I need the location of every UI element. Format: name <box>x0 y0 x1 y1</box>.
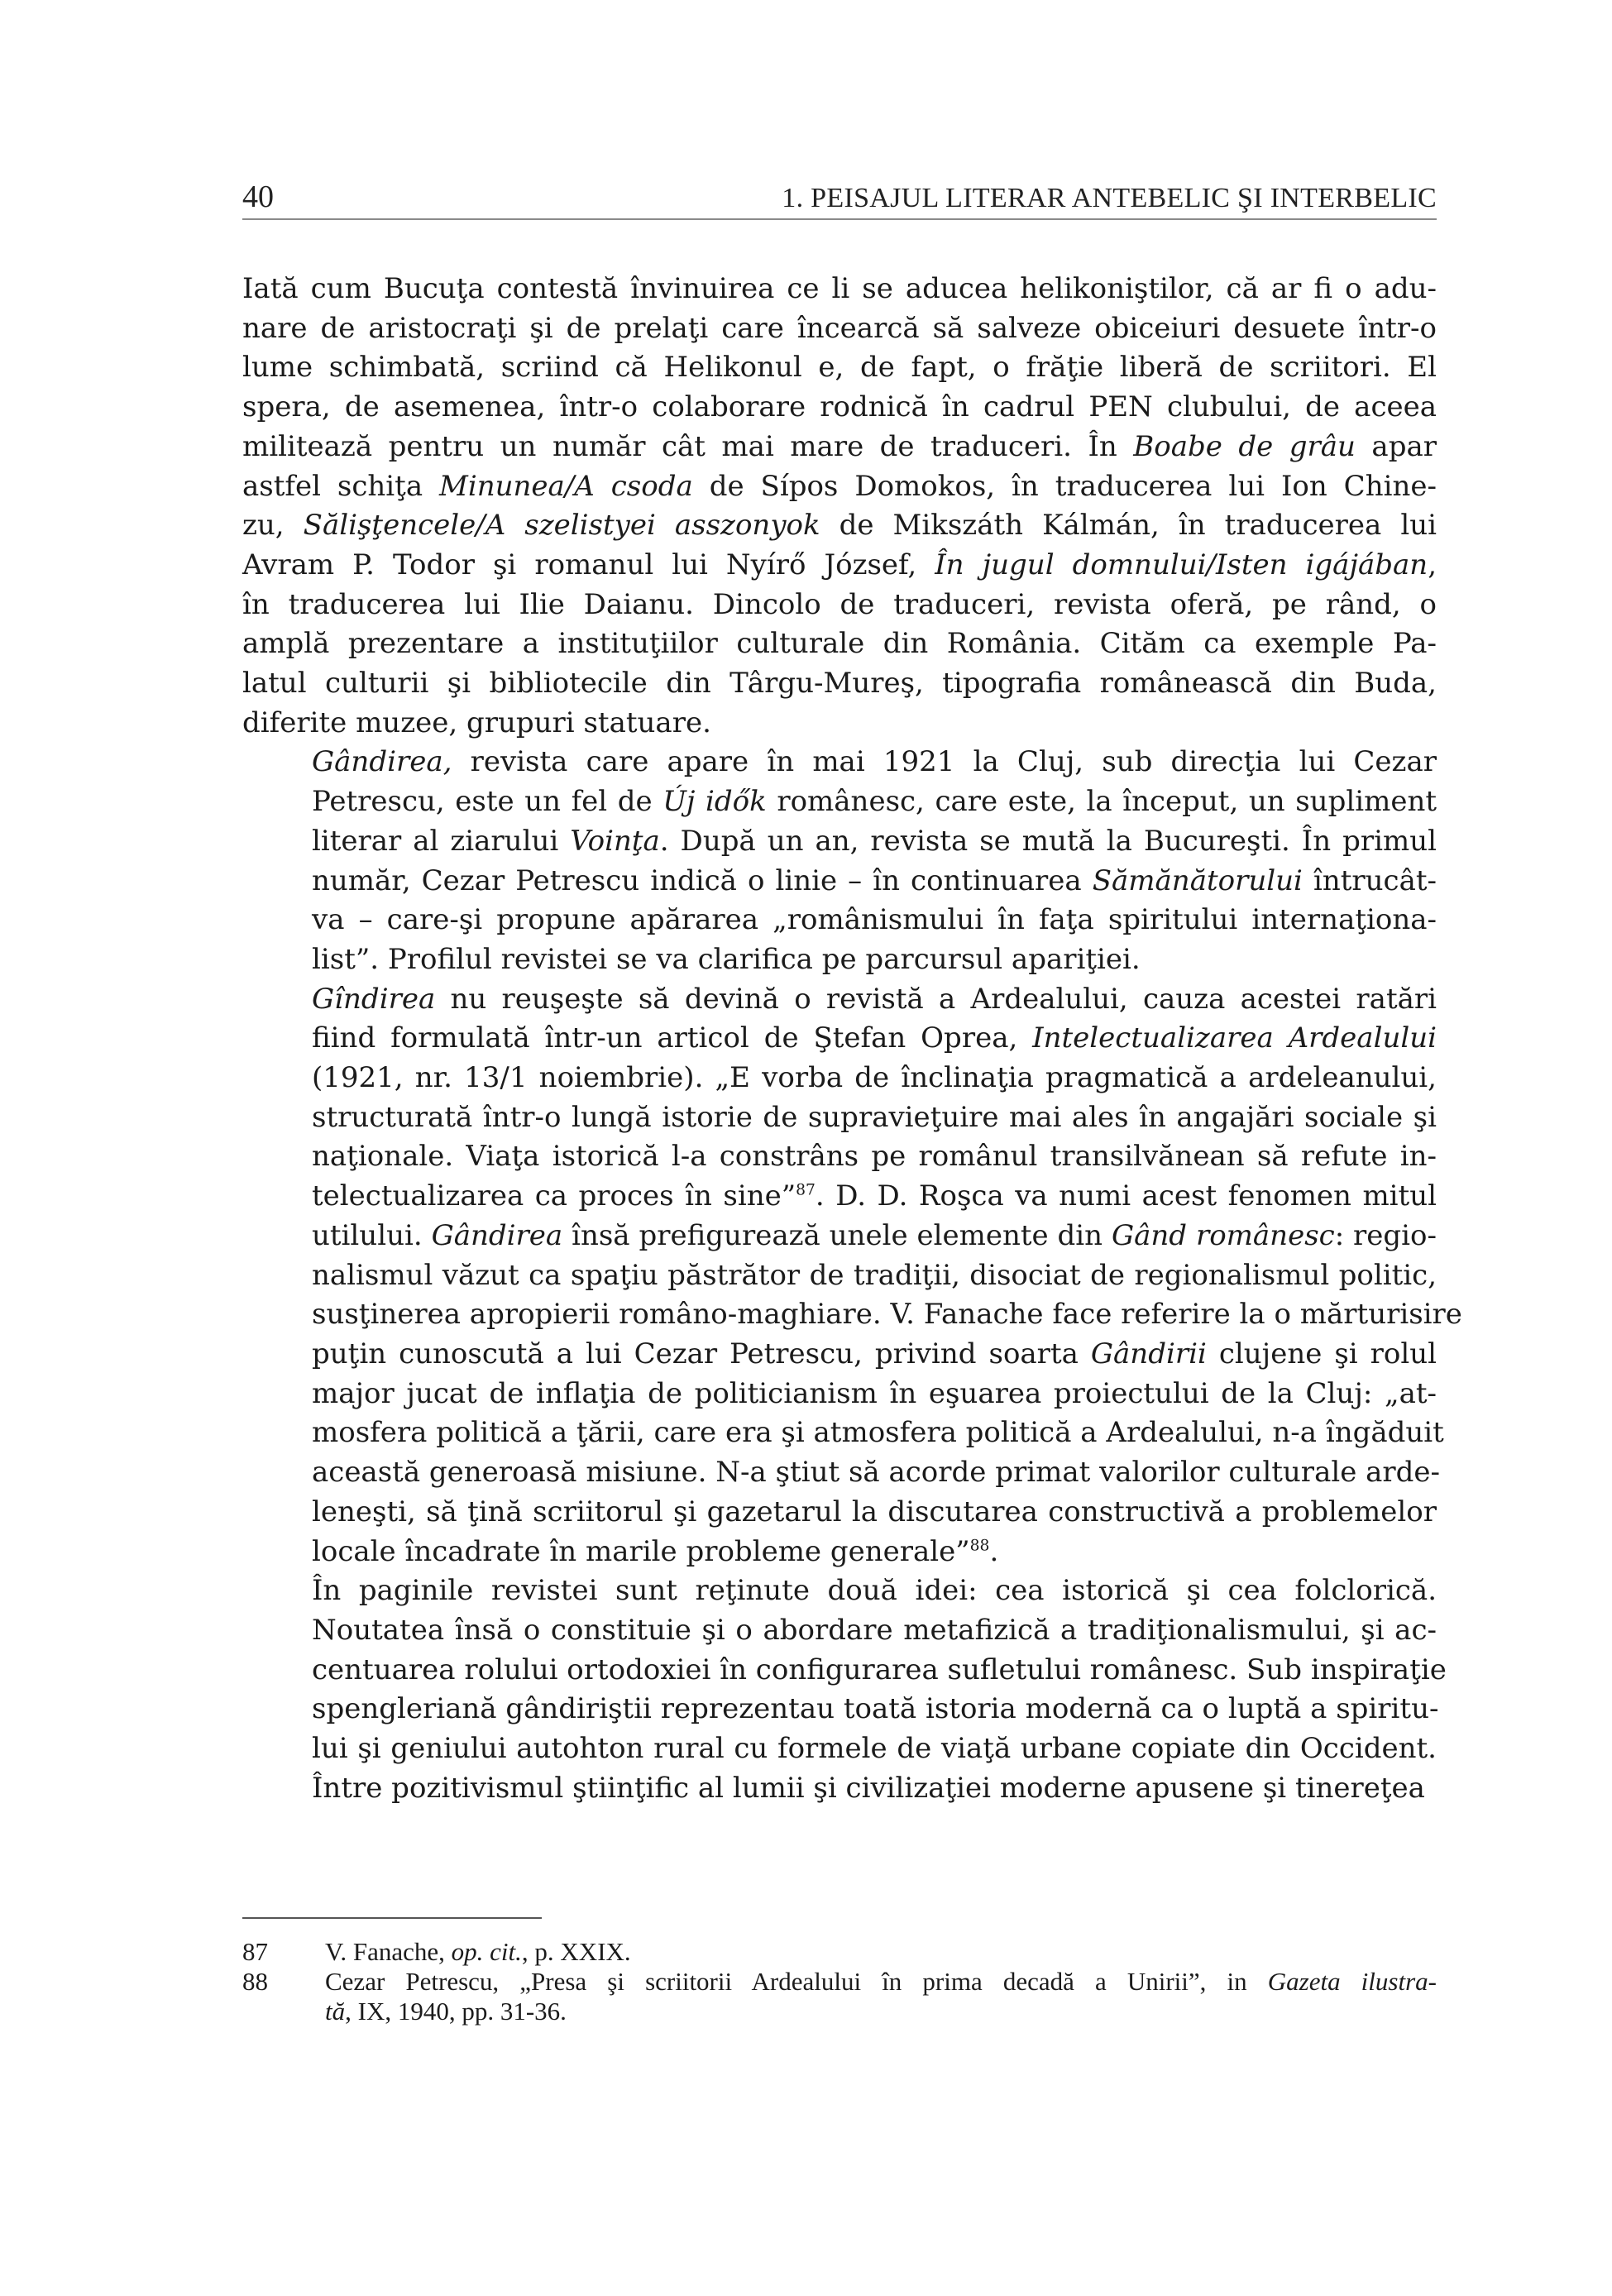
italic-title: op. cit. <box>451 1937 522 1966</box>
text-run: întrucât- <box>1302 863 1437 897</box>
text-run: literar al ziarului <box>312 824 571 858</box>
text-line <box>242 546 1437 586</box>
italic-title: tă <box>325 1997 346 2026</box>
text-run: centuarea rolului ortodoxiei în configurarea sufletului românesc. Sub inspiraţie <box>312 1653 1447 1686</box>
footnotes <box>242 1937 1437 2026</box>
text-line <box>242 467 1437 507</box>
italic-title: Gândirea <box>431 1218 563 1252</box>
text-run: naţionale. Viaţa istorică l-a constrâns pe românul transilvănean să refute in- <box>312 1140 1437 1174</box>
text-run: va – care-şi propune apărarea „românismului în faţa spiritului internaţiona- <box>312 903 1437 937</box>
text-line <box>242 348 1437 388</box>
text-run: militează pentru un număr cât mai mare de traduceri. În <box>242 429 1134 463</box>
text-line <box>242 704 1437 744</box>
text-line <box>242 1690 1437 1729</box>
text-run: , p. XXIX. <box>521 1937 631 1966</box>
text-line <box>242 1098 1437 1138</box>
italic-title: Gândirea, <box>312 745 452 779</box>
text-line <box>242 664 1437 704</box>
text-run: spera, de asemenea, într-o colaborare rodnică în cadrul PEN clubului, de aceea <box>242 390 1437 424</box>
text-line <box>242 782 1437 822</box>
text-line <box>242 822 1437 862</box>
footnote-line <box>325 1967 1437 1997</box>
text-line <box>242 1256 1437 1296</box>
footnote-divider <box>242 1917 542 1919</box>
footnote <box>242 1967 1437 2026</box>
page-number: 40 <box>242 179 274 214</box>
text-line <box>242 1533 1437 1572</box>
text-line <box>242 1295 1462 1335</box>
text-line <box>242 309 1437 349</box>
text-run: telectualizarea ca proces în sine” <box>312 1179 796 1213</box>
text-run: de Sípos Domokos, în traducerea lui Ion Chine- <box>692 469 1437 503</box>
text-run: . <box>989 1534 999 1568</box>
text-run: lume schimbată, scriind că Helikonul e, de fapt, o frăţie liberă de scriitori. El <box>242 351 1437 385</box>
text-run: spengleriană gândiriştii reprezentau toată istoria modernă ca o luptă a spiritu- <box>312 1692 1439 1726</box>
text-line <box>242 1217 1437 1256</box>
text-run: nalismul văzut ca spaţiu păstrător de tradiţii, disociat de regionalismul politic, <box>312 1258 1437 1292</box>
text-run: . D. D. Roşca va numi acest fenomen mitul <box>815 1179 1437 1213</box>
text-run: zu, <box>242 509 304 543</box>
body-text <box>242 270 1462 1808</box>
italic-title: Boabe de grâu <box>1133 429 1356 463</box>
text-line <box>242 743 1437 782</box>
text-line <box>242 980 1437 1020</box>
text-run: list”. Profilul revistei se va clarifica pe parcursul apariţiei. <box>312 942 1141 976</box>
text-run: Între pozitivismul ştiinţific al lumii şi civilizaţiei moderne apusene şi tinereţea <box>312 1771 1425 1805</box>
paragraph <box>242 743 1437 979</box>
italic-title: Gazeta ilustra- <box>1267 1967 1437 1996</box>
text-run: de Mikszáth Kálmán, în traducerea lui <box>820 509 1437 543</box>
text-line <box>242 624 1437 664</box>
paragraph <box>242 980 1462 1572</box>
text-run: mosfera politică a ţării, care era şi atmosfera politică a Ardealului, n-a îngăduit <box>312 1416 1444 1450</box>
text-run: clujene şi rolul <box>1206 1337 1437 1370</box>
footnote-line <box>325 1997 1437 2026</box>
text-run: diferite muzee, grupuri statuare. <box>242 706 711 739</box>
text-line <box>242 862 1437 902</box>
italic-title: În jugul domnului/Isten igájában <box>935 548 1428 581</box>
text-run: Iată cum Bucuţa contestă învinuirea ce li se aducea helikoniştilor, că ar fi o adu- <box>242 272 1437 305</box>
text-line <box>242 940 1437 980</box>
text-run: : regio- <box>1334 1218 1437 1252</box>
text-line <box>242 1177 1437 1217</box>
italic-title: Gând românesc <box>1111 1218 1335 1252</box>
italic-title: Új idők <box>662 785 767 819</box>
text-line <box>242 1571 1437 1611</box>
text-run: lui şi geniului autohton rural cu formele de viaţă urbane copiate din Occident. <box>312 1732 1437 1766</box>
text-line <box>242 1729 1437 1769</box>
text-run: apar <box>1355 429 1437 463</box>
text-run: nare de aristocraţi şi de prelaţi care încearcă să salveze obiceiuri desuete într-o <box>242 311 1437 345</box>
text-run: Noutatea însă o constituie şi o abordare metafizică a tradiţionalismului, şi ac- <box>312 1613 1437 1647</box>
footnote-ref: 88 <box>969 1537 990 1555</box>
text-run: în traducerea lui Ilie Daianu. Dincolo de traduceri, revista oferă, pe rând, o <box>242 587 1437 621</box>
text-run: major jucat de inflaţia de politicianism în eşuarea proiectului de la Cluj: „at- <box>312 1376 1437 1410</box>
text-run: Avram P. Todor şi romanul lui Nyírő József, <box>242 548 935 581</box>
text-line <box>242 270 1437 309</box>
text-run: susţinerea apropierii româno-maghiare. V. Fanache face referire la o mărturisire <box>312 1298 1462 1332</box>
text-run: Cezar Petrescu, „Presa şi scriitorii Ardealului în prima decadă a Unirii”, in <box>325 1967 1268 1996</box>
italic-title: Minunea/A csoda <box>439 469 693 503</box>
italic-title: Gîndirea <box>312 982 436 1016</box>
text-line <box>242 1137 1437 1177</box>
text-line <box>242 1335 1437 1375</box>
text-run: . După un an, revista se mută la Bucureşti. În primul <box>659 824 1437 858</box>
text-run: nu reuşeşte să devină o revistă a Ardealului, cauza acestei ratări <box>435 982 1437 1016</box>
italic-title: Sălişţencele/A szelistyei asszonyok <box>303 509 820 543</box>
text-line <box>242 388 1437 428</box>
paragraph <box>242 270 1437 743</box>
text-run: însă prefigurează unele elemente din <box>562 1218 1112 1252</box>
text-run: Petrescu, este un fel de <box>312 785 663 819</box>
text-run: (1921, nr. 13/1 noiembrie). „E vorba de înclinaţia pragmatică a ardeleanului, <box>312 1061 1437 1095</box>
text-run: fiind formulată într-un articol de Ştefan Oprea, <box>312 1021 1033 1055</box>
text-run: latul culturii şi bibliotecile din Târgu-Mureş, tipografia românească din Buda, <box>242 667 1437 701</box>
text-line <box>242 1651 1447 1691</box>
text-run: puţin cunoscută a lui Cezar Petrescu, privind soarta <box>312 1337 1091 1370</box>
text-run: revista care apare în mai 1921 la Cluj, sub direcţia lui Cezar <box>452 745 1437 779</box>
paragraph <box>242 1571 1447 1808</box>
text-run: V. Fanache, <box>325 1937 452 1966</box>
text-run: utilului. <box>312 1218 432 1252</box>
text-line <box>242 1413 1444 1453</box>
footnote-ref: 87 <box>796 1181 816 1199</box>
text-run: structurată într-o lungă istorie de supravieţuire mai ales în angajări sociale şi <box>312 1100 1437 1134</box>
text-line <box>242 428 1437 467</box>
footnote-line <box>325 1937 1437 1967</box>
text-line <box>242 1019 1437 1059</box>
italic-title: Gândirii <box>1090 1337 1207 1370</box>
text-run: număr, Cezar Petrescu indică o linie – în continuarea <box>312 863 1093 897</box>
footnote-number: 87 <box>242 1937 268 1966</box>
italic-title: Intelectualizarea Ardealului <box>1032 1021 1437 1055</box>
text-line <box>242 1059 1437 1098</box>
running-title: 1. PEISAJUL LITERAR ANTEBELIC ŞI INTERBELIC <box>782 183 1437 213</box>
italic-title: Voinţa <box>570 824 660 858</box>
text-line <box>242 1769 1437 1809</box>
text-line <box>242 1493 1437 1533</box>
text-line <box>242 586 1437 625</box>
text-line <box>242 1375 1437 1414</box>
text-line <box>242 506 1437 546</box>
text-run: astfel schiţa <box>242 469 440 503</box>
text-run: , <box>1428 548 1437 581</box>
text-run: locale încadrate în marile probleme generale” <box>312 1534 970 1568</box>
text-run: amplă prezentare a instituţiilor culturale din România. Cităm ca exemple Pa- <box>242 627 1437 661</box>
text-run: românesc, care este, la început, un supliment <box>766 785 1437 819</box>
text-run: , IX, 1940, pp. 31-36. <box>345 1997 567 2026</box>
text-run: leneşti, să ţină scriitorul şi gazetarul la discutarea constructivă a problemelor <box>312 1495 1437 1528</box>
text-line <box>242 901 1437 940</box>
text-line <box>242 1611 1437 1651</box>
text-run: această generoasă misiune. N-a ştiut să acorde primat valorilor culturale arde- <box>312 1456 1441 1490</box>
footnote-number: 88 <box>242 1967 268 1996</box>
text-line <box>242 1453 1441 1493</box>
italic-title: Sămănătorului <box>1092 863 1303 897</box>
page-header <box>242 175 1437 220</box>
footnote <box>242 1937 1437 1967</box>
text-run: În paginile revistei sunt reţinute două idei: cea istorică şi cea folclorică. <box>312 1574 1437 1608</box>
